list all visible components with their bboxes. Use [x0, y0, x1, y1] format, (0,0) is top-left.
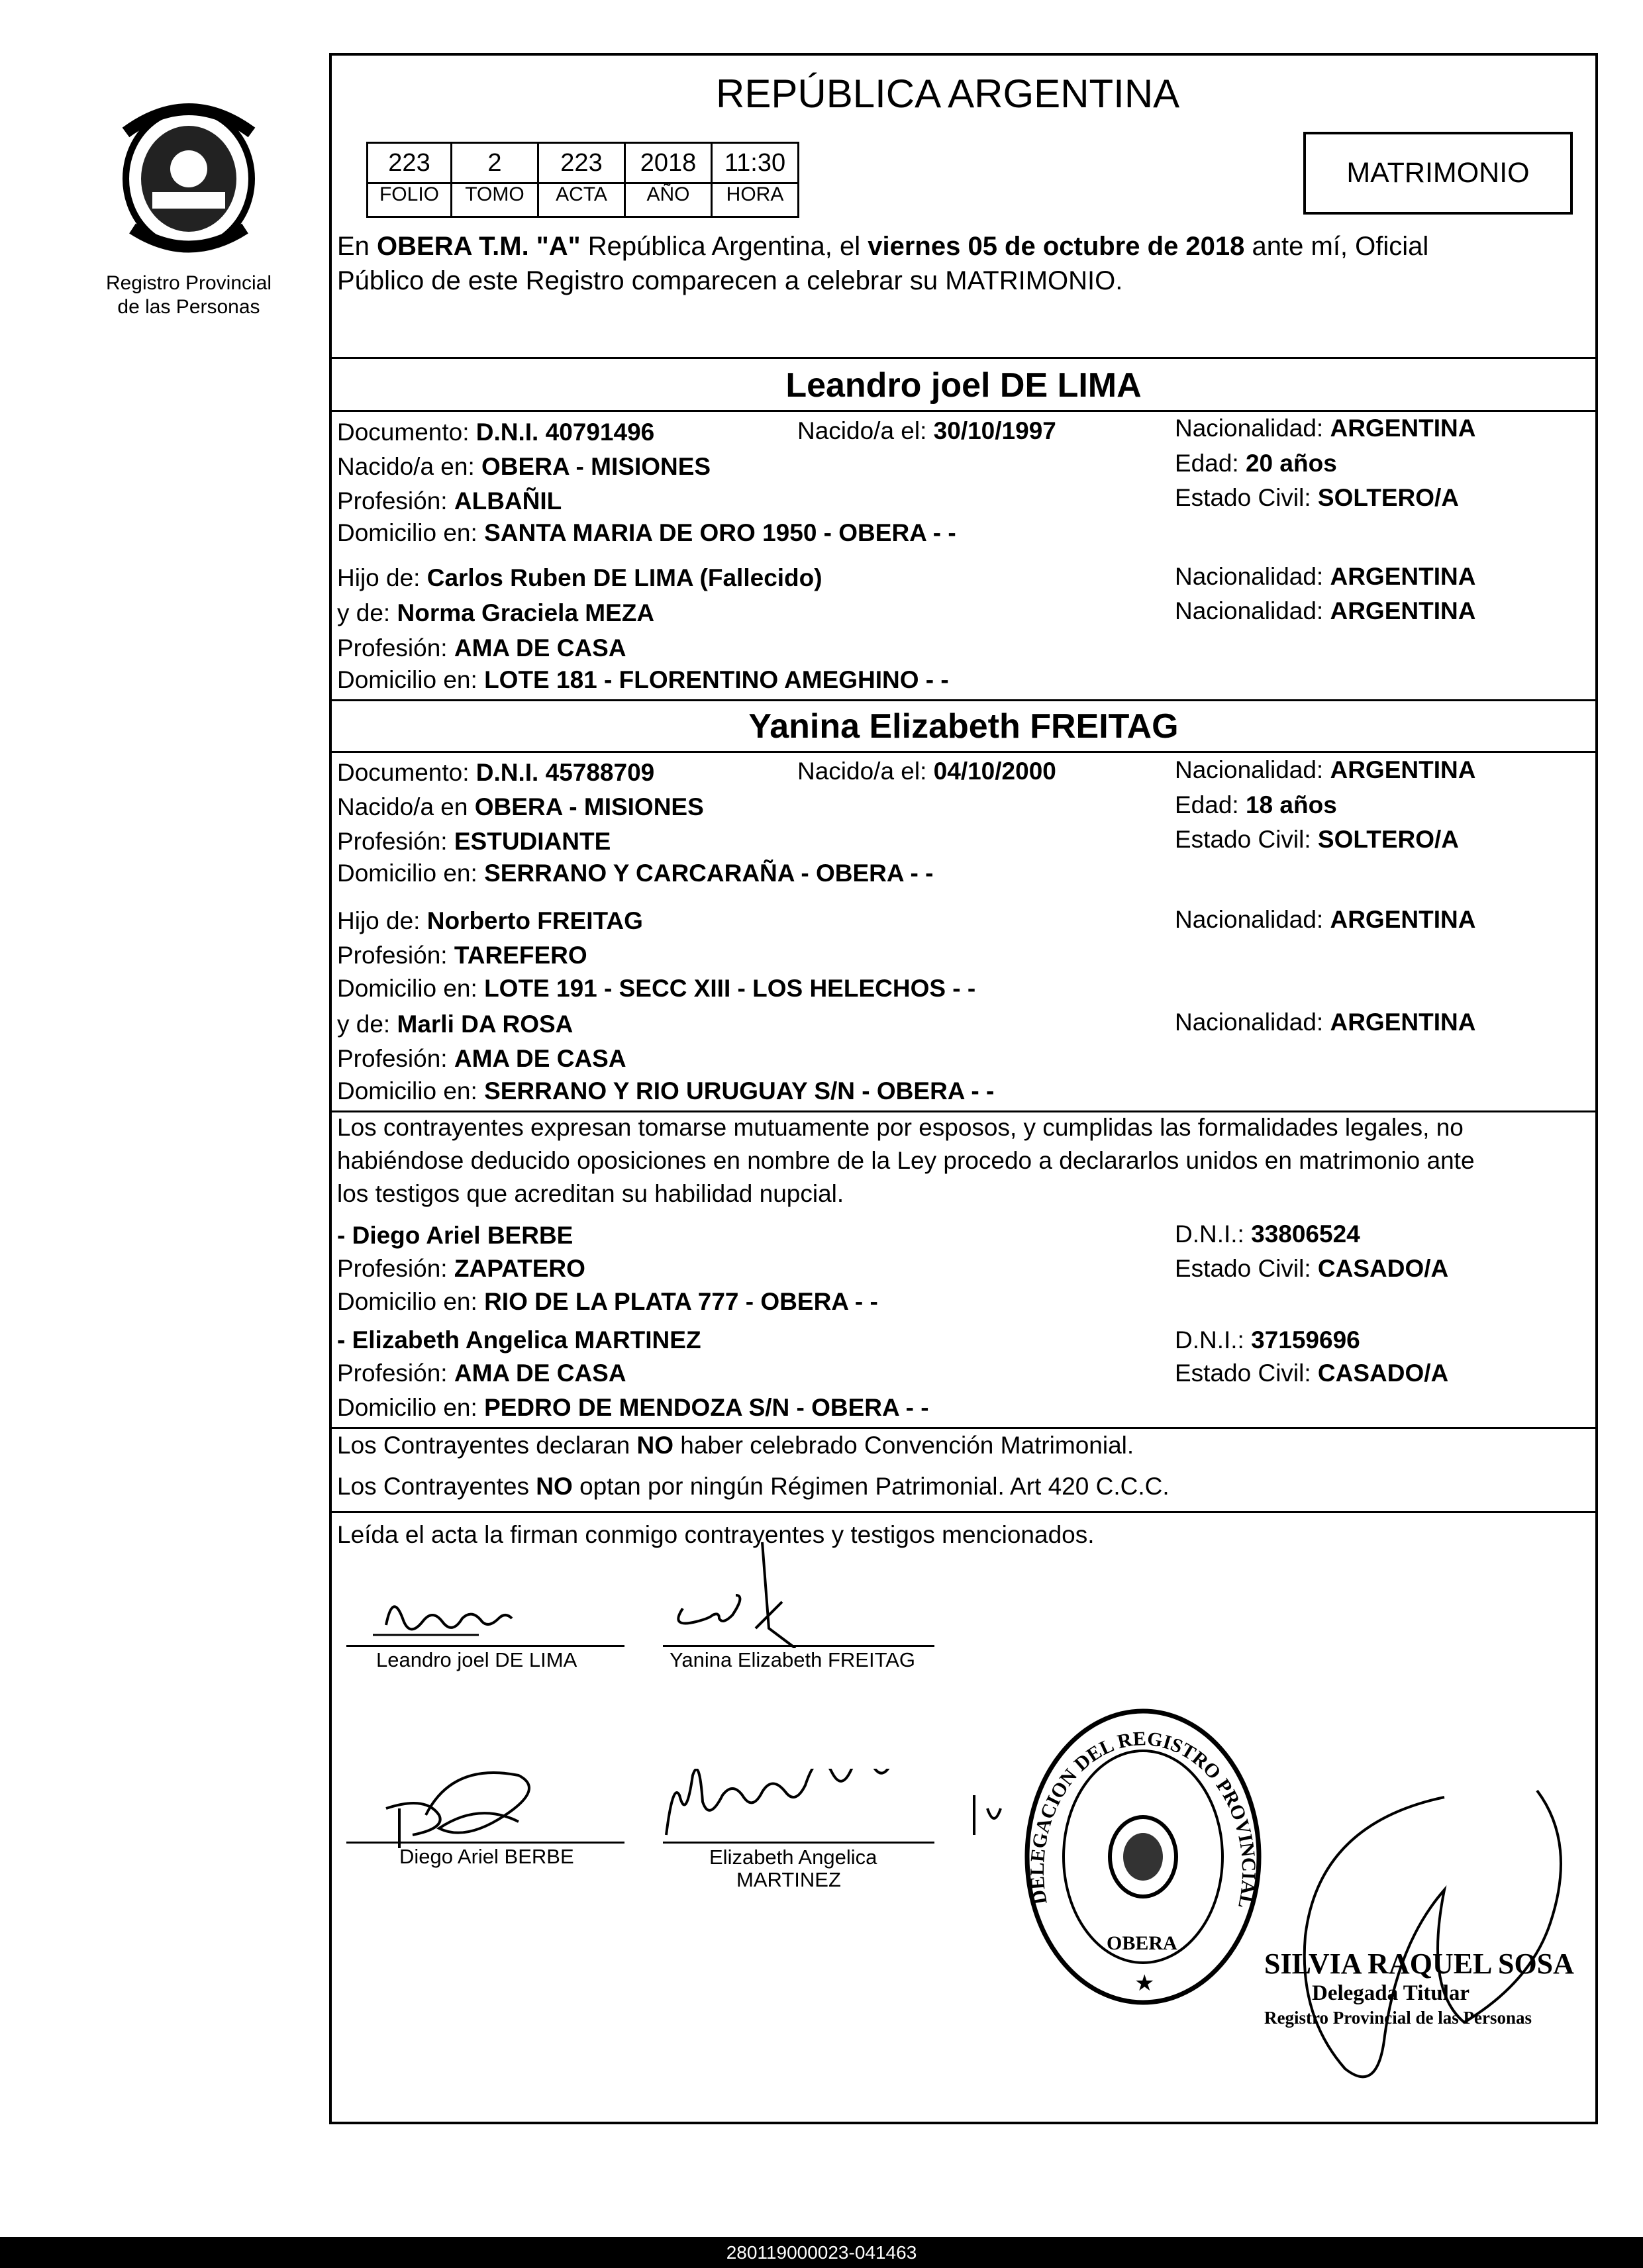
- province-logo: [106, 93, 272, 258]
- spouse1-nacido-el: Nacido/a el: 30/10/1997: [797, 417, 1056, 444]
- doc-type-box: MATRIMONIO: [1303, 132, 1573, 215]
- signature-diego: Diego Ariel BERBE: [346, 1842, 624, 1864]
- handwritten-signature-icon: [346, 1579, 624, 1652]
- regime-line: Los Contrayentes NO optan por ningún Régimen Patrimonial. Art 420 C.C.C.: [337, 1473, 1170, 1500]
- spouse1-padres-profesion: Profesión: AMA DE CASA: [337, 634, 626, 662]
- witness2-estado-civil: Estado Civil: CASADO/A: [1175, 1359, 1449, 1387]
- page-title: REPÚBLICA ARGENTINA: [716, 72, 1180, 116]
- spouse1-padres-domicilio: Domicilio en: LOTE 181 - FLORENTINO AMEGHINO - -: [337, 666, 949, 693]
- spouse2-madre-profesion: Profesión: AMA DE CASA: [337, 1045, 626, 1072]
- marriage-certificate: [329, 53, 1598, 2124]
- spouse1-name: Leandro joel DE LIMA: [785, 366, 1142, 405]
- witness2-name: - Elizabeth Angelica MARTINEZ: [337, 1326, 701, 1354]
- spouse2-nacido-el: Nacido/a el: 04/10/2000: [797, 758, 1056, 785]
- svg-text:OBERA: OBERA: [1107, 1932, 1177, 1954]
- divider: [332, 1427, 1595, 1429]
- declaration-line-2: habiéndose deducido oposiciones en nombre de la Ley procedo a declararlos unidos en matrimonio ante: [337, 1147, 1475, 1174]
- divider: [332, 751, 1595, 753]
- spouse2-nacido-en: Nacido/a en OBERA - MISIONES: [337, 793, 704, 820]
- handwritten-signature-icon: [663, 1769, 1007, 1848]
- spouse1-madre: y de: Norma Graciela MEZA: [337, 599, 655, 626]
- spouse2-domicilio: Domicilio en: SERRANO Y CARCARAÑA - OBERA - -: [337, 860, 934, 887]
- spouse2-padre-domicilio: Domicilio en: LOTE 191 - SECC XIII - LOS HELECHOS - -: [337, 975, 976, 1002]
- official-signature: [1285, 1784, 1590, 2095]
- svg-text:★: ★: [1134, 1971, 1155, 1996]
- spouse1-documento: Documento: D.N.I. 40791496: [337, 419, 655, 446]
- acta-cell: 223 ACTA: [537, 142, 626, 218]
- spouse2-profesion: Profesión: ESTUDIANTE: [337, 828, 611, 855]
- spouse2-nacionalidad: Nacionalidad: ARGENTINA: [1175, 756, 1476, 783]
- witness1-name: - Diego Ariel BERBE: [337, 1222, 573, 1249]
- declaration-line-3: los testigos que acreditan su habilidad nupcial.: [337, 1180, 844, 1207]
- witness1-profesion: Profesión: ZAPATERO: [337, 1255, 585, 1282]
- intro-line-2: Público de este Registro comparecen a celebrar su MATRIMONIO.: [337, 266, 1123, 295]
- official-name: SILVIA RAQUEL SOSA: [1264, 1948, 1574, 1980]
- divider: [332, 357, 1595, 359]
- hora-cell: 11:30 HORA: [711, 142, 799, 218]
- divider: [332, 1511, 1595, 1513]
- divider: [332, 1110, 1595, 1112]
- spouse1-padre: Hijo de: Carlos Ruben DE LIMA (Fallecido): [337, 564, 822, 591]
- spouse1-profesion: Profesión: ALBAÑIL: [337, 487, 562, 515]
- spouse2-estado-civil: Estado Civil: SOLTERO/A: [1175, 826, 1460, 853]
- province-emblem-icon: [106, 93, 272, 258]
- signature-yanina: Yanina Elizabeth FREITAG: [663, 1645, 934, 1667]
- spouse1-nacionalidad: Nacionalidad: ARGENTINA: [1175, 415, 1476, 442]
- witness2-dni: D.N.I.: 37159696: [1175, 1326, 1360, 1354]
- spouse2-edad: Edad: 18 años: [1175, 791, 1337, 818]
- spouse2-name: Yanina Elizabeth FREITAG: [748, 707, 1179, 746]
- stamp-seal-icon: [1021, 1704, 1266, 2009]
- divider: [332, 410, 1595, 412]
- spouse2-documento: Documento: D.N.I. 45788709: [337, 759, 655, 786]
- spouse2-padre: Hijo de: Norberto FREITAG: [337, 907, 643, 934]
- spouse1-estado-civil: Estado Civil: SOLTERO/A: [1175, 484, 1460, 511]
- document-code: 280119000023-041463: [726, 2242, 917, 2263]
- folio-cell: 223 FOLIO: [366, 142, 452, 218]
- spouse1-padre-nacionalidad: Nacionalidad: ARGENTINA: [1175, 563, 1476, 590]
- svg-text:DELEGACION DEL REGISTRO PROVIN: DELEGACION DEL REGISTRO PROVINCIAL: [1026, 1728, 1260, 1910]
- spouse1-madre-nacionalidad: Nacionalidad: ARGENTINA: [1175, 597, 1476, 624]
- official-stamp: [1021, 1704, 1266, 2009]
- official-signature-scribble-icon: [1285, 1784, 1590, 2095]
- declaration-line-1: Los contrayentes expresan tomarse mutuamente por esposos, y cumplidas las formalidades legales, no: [337, 1114, 1464, 1141]
- spouse2-madre-domicilio: Domicilio en: SERRANO Y RIO URUGUAY S/N - OBERA - -: [337, 1077, 995, 1105]
- signature-leandro: Leandro joel DE LIMA: [346, 1645, 624, 1667]
- convention-line: Los Contrayentes declaran NO haber celebrado Convención Matrimonial.: [337, 1432, 1134, 1459]
- handwritten-signature-icon: [346, 1755, 624, 1848]
- witness1-dni: D.N.I.: 33806524: [1175, 1220, 1360, 1248]
- spouse2-padre-profesion: Profesión: TAREFERO: [337, 942, 587, 969]
- witness2-domicilio: Domicilio en: PEDRO DE MENDOZA S/N - OBERA - -: [337, 1394, 929, 1421]
- anio-cell: 2018 AÑO: [624, 142, 713, 218]
- intro-line-1: En OBERA T.M. "A" República Argentina, el viernes 05 de octubre de 2018 ante mí, Oficial: [337, 232, 1429, 261]
- witness1-estado-civil: Estado Civil: CASADO/A: [1175, 1255, 1449, 1282]
- spouse1-edad: Edad: 20 años: [1175, 450, 1337, 477]
- witness1-domicilio: Domicilio en: RIO DE LA PLATA 777 - OBERA - -: [337, 1288, 878, 1315]
- spouse1-nacido-en: Nacido/a en: OBERA - MISIONES: [337, 453, 711, 480]
- spouse2-madre: y de: Marli DA ROSA: [337, 1011, 573, 1038]
- official-title: Delegada Titular: [1312, 1981, 1470, 2005]
- document-code-bar: [0, 2237, 1643, 2268]
- divider: [332, 699, 1595, 701]
- witness2-profesion: Profesión: AMA DE CASA: [337, 1359, 626, 1387]
- closing-statement: Leída el acta la firman conmigo contrayentes y testigos mencionados.: [337, 1521, 1095, 1548]
- official-office: Registro Provincial de las Personas: [1264, 2008, 1532, 2028]
- signature-elizabeth: Elizabeth Angelica MARTINEZ: [663, 1842, 934, 1889]
- spouse2-padre-nacionalidad: Nacionalidad: ARGENTINA: [1175, 906, 1476, 933]
- tomo-cell: 2 TOMO: [450, 142, 539, 218]
- spouse2-madre-nacionalidad: Nacionalidad: ARGENTINA: [1175, 1009, 1476, 1036]
- handwritten-signature-icon: [663, 1536, 934, 1648]
- spouse1-domicilio: Domicilio en: SANTA MARIA DE ORO 1950 - OBERA - -: [337, 519, 956, 546]
- logo-caption: Registro Provincial de las Personas: [105, 272, 272, 318]
